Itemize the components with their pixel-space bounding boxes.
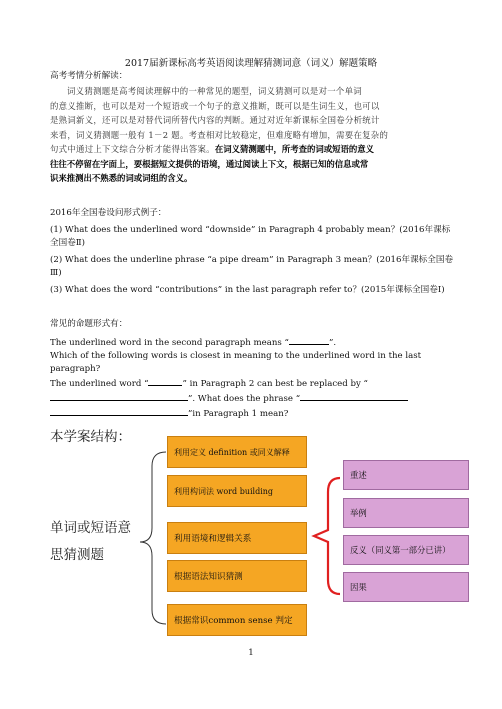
method-word-building-box: 利用构词法 word building	[167, 475, 307, 507]
para-line-7: 识来推测出不熟悉的词或词组的含义。	[50, 173, 193, 183]
section2-heading: 2016年全国卷设问形式例子：	[50, 208, 167, 218]
para-line-3: 是熟词新义，还可以是对替代词所替代内容的判断。通过对近年新课标全国卷分析统计	[50, 115, 380, 125]
form-line-1-a: The underlined word in the second paragraph means “	[50, 338, 289, 348]
structure-heading: 本学案结构：	[50, 429, 131, 445]
submethod-antonym-box: 反义（同义第一部分已讲）	[343, 535, 469, 565]
form-line-6-a: ”in Paragraph 1 mean?	[188, 409, 289, 419]
question-2-line-2: Ⅲ)	[50, 268, 62, 278]
method-grammar-box: 根据语法知识猜测	[167, 560, 307, 592]
para-line-5-bold: 在词义猜测题中，所考查的词或短语的意义	[214, 144, 374, 154]
para-line-4: 来看，词义猜测题一般有 1－2 题。考查相对比较稳定，但难度略有增加，需要在复杂的	[50, 129, 389, 140]
method-definition-box: 利用定义 definition 或同义解释	[167, 436, 307, 468]
section3-heading: 常见的命题形式有：	[50, 319, 128, 329]
submethod-example-box: 举例	[343, 498, 469, 528]
question-1-line-1: (1) What does the underlined word “downside” in Paragraph 4 probably mean？(2016年课标	[50, 225, 451, 235]
form-line-1-b: ”.	[328, 338, 337, 348]
question-3: (3) What does the word “contributions” in the last paragraph refer to？(2015年课标全国卷Ⅰ)	[50, 285, 445, 295]
para-line-5-normal: 句式中通过上下文综合分析才能得出答案。	[50, 144, 215, 154]
form-line-4-b: ” in Paragraph 2 can best be replaced by “	[182, 379, 368, 389]
page-number: 1	[248, 648, 254, 658]
right-red-bracket	[314, 478, 340, 594]
center-label-line-2: 思猜测题	[50, 547, 104, 563]
submethod-cause-effect-box: 因果	[343, 572, 469, 602]
form-line-4-a: The underlined word “	[50, 379, 149, 389]
para-line-2: 的意义推断，也可以是对一个短语或一个句子的意义推断，既可以是生词生义，也可以	[50, 100, 380, 111]
form-line-2: Which of the following words is closest in meaning to the underlined word in the last	[50, 351, 422, 361]
method-common-sense-box: 根据常识common sense 判定	[167, 604, 307, 636]
para-line-1: 词义猜测题是高考阅读理解中的一种常见的题型，词义猜测可以是对一个单词	[67, 86, 362, 96]
left-curly-bracket	[140, 452, 166, 624]
question-1-line-2: 全国卷Ⅱ)	[50, 238, 85, 248]
form-line-3: paragraph?	[50, 364, 101, 374]
section1-heading: 高考考情分析解读：	[50, 71, 128, 81]
center-label-line-1: 单词或短语意	[50, 520, 131, 536]
submethod-restatement-box: 重述	[343, 460, 469, 490]
method-context-logic-box: 利用语境和逻辑关系	[167, 522, 307, 554]
question-2-line-1: (2) What does the underline phrase “a pipe dream” in Paragraph 3 mean？(2016年课标全国卷	[50, 255, 454, 265]
para-line-6: 往往不停留在字面上，要根据短文提供的语境，通过阅读上下文，根据已知的信息或常	[50, 158, 369, 169]
form-line-5-a: ”. What does the phrase “	[188, 394, 301, 404]
document-title: 2017届新课标高考英语阅读理解猜测词意（词义）解题策略	[124, 58, 378, 69]
